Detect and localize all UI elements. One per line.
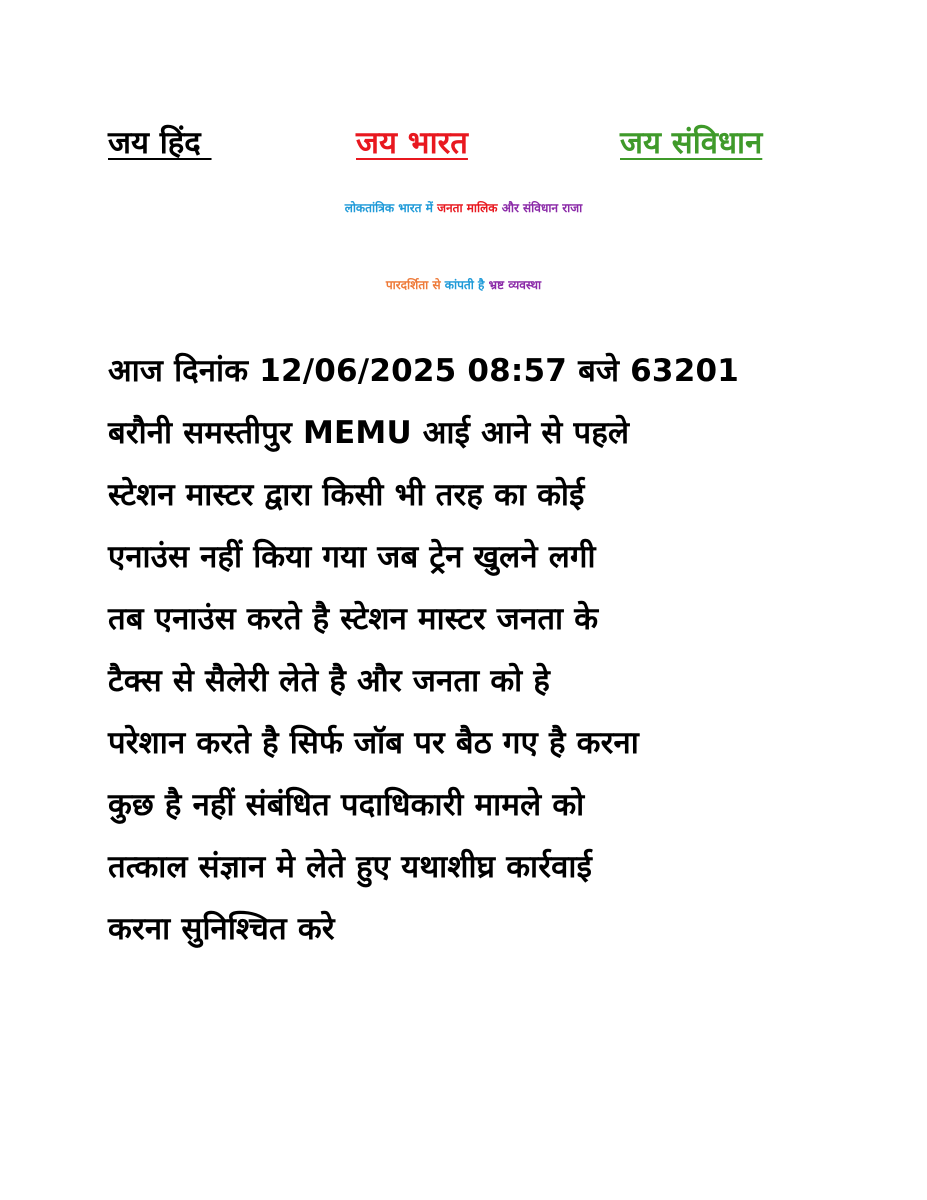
- paragraph-line: करना सुनिश्चित करे: [108, 911, 335, 947]
- slogan-jai-bharat: जय भारत: [356, 125, 468, 161]
- complaint-paragraph: [108, 340, 908, 960]
- paragraph-line: स्टेशन मास्टर द्वारा किसी भी तरह का कोई: [108, 477, 585, 513]
- paragraph-line: तब एनाउंस करते है स्टेशन मास्टर जनता के: [108, 601, 599, 637]
- tagline-part: लोकतांत्रिक भारत में: [344, 201, 433, 215]
- slogan-jai-samvidhan: जय संविधान: [620, 125, 763, 161]
- paragraph-line: बरौनी समस्तीपुर MEMU आई आने से पहले: [108, 415, 630, 451]
- paragraph-line: आज दिनांक 12/06/2025 08:57 बजे 63201: [108, 353, 740, 389]
- paragraph-line: टैक्स से सैलेरी लेते है और जनता को हे: [108, 663, 551, 699]
- transparency-tagline: [0, 260, 927, 310]
- tagline-part: पारदर्शिता से: [385, 278, 441, 292]
- democracy-tagline: [0, 186, 927, 230]
- tagline-part: भ्रष्ट व्यवस्था: [488, 278, 542, 292]
- tagline-part: जनता मालिक: [437, 201, 498, 215]
- paragraph-line: परेशान करते है सिर्फ जॉब पर बैठ गए है करना: [108, 725, 639, 761]
- tagline-part: कांपती है: [444, 278, 485, 292]
- paragraph-line: तत्काल संज्ञान मे लेते हुए यथाशीघ्र कार्रवाई: [108, 849, 592, 885]
- slogan-jai-hind: जय हिंद: [108, 125, 212, 161]
- paragraph-line: कुछ है नहीं संबंधित पदाधिकारी मामले को: [108, 787, 585, 823]
- slogan-row: [0, 118, 927, 168]
- tagline-part: और संविधान राजा: [501, 201, 583, 215]
- paragraph-line: एनाउंस नहीं किया गया जब ट्रेन खुलने लगी: [108, 539, 596, 575]
